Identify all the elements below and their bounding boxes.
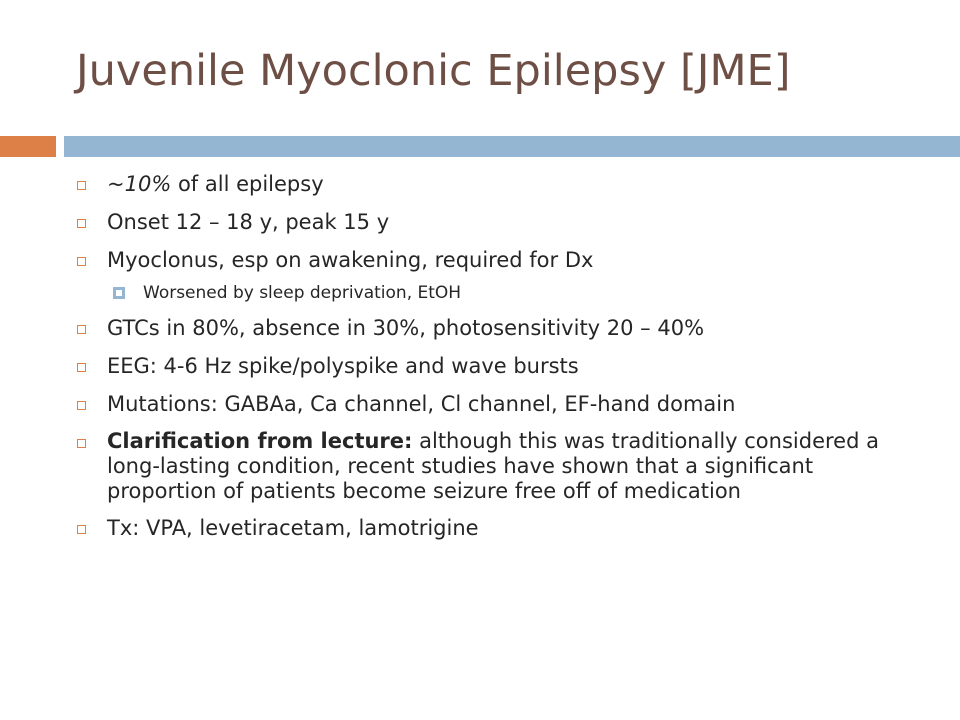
bullet-text-prefix: ~10% [107,172,172,196]
bullet-text-bold: Clarification from lecture: [107,429,413,453]
bullet-item-clarification [77,429,917,504]
bullet-item-mutations [77,391,917,418]
hollow-square-icon [77,219,86,228]
hollow-square-icon [77,257,86,266]
slide-title: Juvenile Myoclonic Epilepsy [JME] [76,46,791,96]
framed-square-icon [113,287,125,299]
bullet-text: Myoclonus, esp on awakening, required for Dx [107,248,594,272]
bullet-item-prevalence [77,171,917,198]
sub-bullet-text: Worsened by sleep deprivation, EtOH [143,283,462,303]
hollow-square-icon [77,525,86,534]
bullet-text: Tx: VPA, levetiracetam, lamotrigine [107,516,479,540]
accent-bar-orange [0,136,56,157]
bullet-text: of all epilepsy [171,172,324,196]
bullet-item-onset [77,209,917,236]
bullet-text: Mutations: GABAa, Ca channel, Cl channel, EF-hand domain [107,392,736,416]
bullet-item-gtcs [77,315,917,342]
bullet-text: EEG: 4-6 Hz spike/polyspike and wave bursts [107,354,579,378]
accent-bar-blue [64,136,960,157]
hollow-square-icon [77,439,86,448]
sub-bullet-item-worsened [77,282,917,304]
bullet-item-eeg [77,353,917,380]
bullet-item-myoclonus [77,247,917,274]
bullet-list [77,171,917,553]
hollow-square-icon [77,363,86,372]
hollow-square-icon [77,401,86,410]
bullet-text: GTCs in 80%, absence in 30%, photosensitivity 20 – 40% [107,316,705,340]
hollow-square-icon [77,181,86,190]
hollow-square-icon [77,325,86,334]
bullet-text: Onset 12 – 18 y, peak 15 y [107,210,390,234]
bullet-text: although this was traditionally considered a long-lasting condition, recent studies have shown that a significant proportion of patients become seizure free off of medication [107,429,879,503]
bullet-item-treatment [77,515,917,542]
